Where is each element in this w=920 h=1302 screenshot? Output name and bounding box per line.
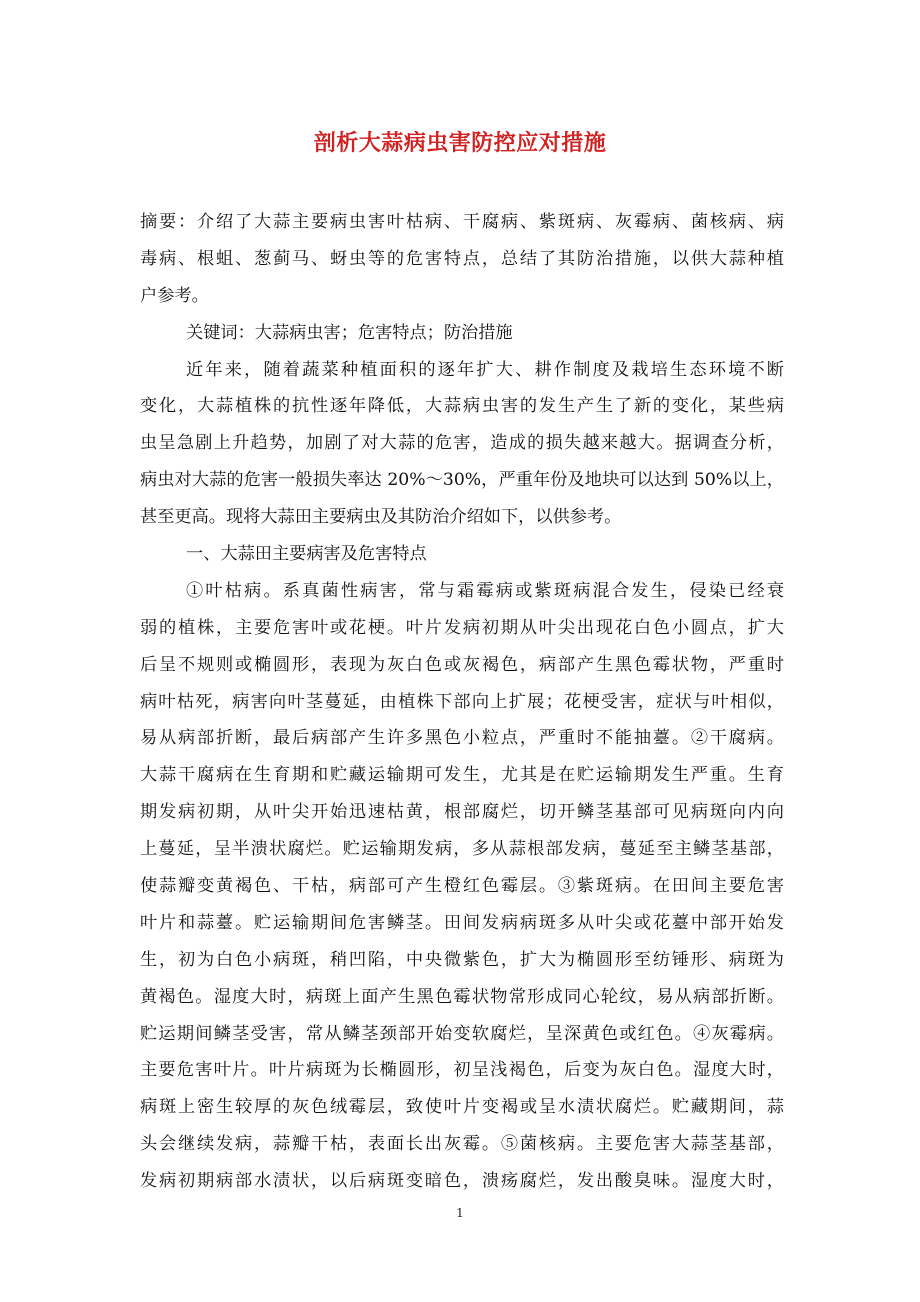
section-heading: 一、大蒜田主要病害及危害特点 xyxy=(186,544,427,565)
document-title: 剖析大蒜病虫害防控应对措施 xyxy=(313,130,607,156)
paragraph-line: ①叶枯病。系真菌性病害，常与霜霉病或紫斑病混合发生，侵染已经衰 xyxy=(186,580,784,601)
paragraph-line: 期发病初期，从叶尖开始迅速枯黄，根部腐烂，切开鳞茎基部可见病斑向内向 xyxy=(140,802,784,823)
paragraph-line: 发病初期病部水渍状，以后病斑变暗色，溃疡腐烂，发出酸臭味。湿度大时， xyxy=(140,1171,784,1192)
paragraph-line: 生，初为白色小病斑，稍凹陷，中央微紫色，扩大为椭圆形至纺锤形、病斑为 xyxy=(140,949,784,970)
intro-line-5: 甚至更高。现将大蒜田主要病虫及其防治介绍如下，以供参考。 xyxy=(140,507,622,528)
paragraph-line: 贮运期间鳞茎受害，常从鳞茎颈部开始变软腐烂，呈深黄色或红色。④灰霉病。 xyxy=(140,1023,784,1044)
paragraph-line: 叶片和蒜薹。贮运输期间危害鳞茎。田间发病病斑多从叶尖或花薹中部开始发 xyxy=(140,912,784,933)
paragraph-line: 主要危害叶片。叶片病斑为长椭圆形，初呈浅褐色，后变为灰白色。湿度大时， xyxy=(140,1060,784,1081)
abstract-line-1: 摘要：介绍了大蒜主要病虫害叶枯病、干腐病、紫斑病、灰霉病、菌核病、病 xyxy=(140,212,784,232)
intro-line-3: 虫呈急剧上升趋势，加剧了对大蒜的危害，造成的损失越来越大。据调查分析， xyxy=(140,433,784,454)
paragraph-line: 黄褐色。湿度大时，病斑上面产生黑色霉状物常形成同心轮纹，易从病部折断。 xyxy=(140,986,784,1007)
paragraph-line: 病斑上密生较厚的灰色绒霉层，致使叶片变褐或呈水渍状腐烂。贮藏期间，蒜 xyxy=(140,1097,784,1118)
paragraph-line: 上蔓延，呈半溃状腐烂。贮运输期发病，多从蒜根部发病，蔓延至主鳞茎基部， xyxy=(140,839,784,860)
paragraph-line: 易从病部折断，最后病部产生许多黑色小粒点，严重时不能抽薹。②干腐病。 xyxy=(140,728,784,749)
document-body xyxy=(140,204,784,1200)
keywords-line: 关键词：大蒜病虫害；危害特点；防治措施 xyxy=(186,322,513,343)
abstract-line-3: 户参考。 xyxy=(140,285,209,306)
paragraph-line: 后呈不规则或椭圆形，表现为灰白色或灰褐色，病部产生黑色霉状物，严重时 xyxy=(140,654,784,675)
paragraph-line: 使蒜瓣变黄褐色、干枯，病部可产生橙红色霉层。③紫斑病。在田间主要危害 xyxy=(140,876,784,897)
page-number: 1 xyxy=(456,1206,464,1220)
paragraph-line: 头会继续发病，蒜瓣干枯，表面长出灰霉。⑤菌核病。主要危害大蒜茎基部， xyxy=(140,1134,784,1155)
paragraph-line: 病叶枯死，病害向叶茎蔓延，由植株下部向上扩展；花梗受害，症状与叶相似， xyxy=(140,691,784,712)
paragraph-line: 大蒜干腐病在生育期和贮藏运输期可发生，尤其是在贮运输期发生严重。生育 xyxy=(140,765,784,786)
abstract-line-2: 毒病、根蛆、葱蓟马、蚜虫等的危害特点，总结了其防治措施，以供大蒜种植 xyxy=(140,248,784,269)
intro-line-1: 近年来，随着蔬菜种植面积的逐年扩大、耕作制度及栽培生态环境不断 xyxy=(186,359,784,380)
intro-line-4: 病虫对大蒜的危害一般损失率达 20%～30%，严重年份及地块可以达到 50%以上， xyxy=(140,470,784,491)
paragraph-line: 弱的植株，主要危害叶或花梗。叶片发病初期从叶尖出现花白色小圆点，扩大 xyxy=(140,617,784,638)
intro-line-2: 变化，大蒜植株的抗性逐年降低，大蒜病虫害的发生产生了新的变化，某些病 xyxy=(140,396,784,417)
